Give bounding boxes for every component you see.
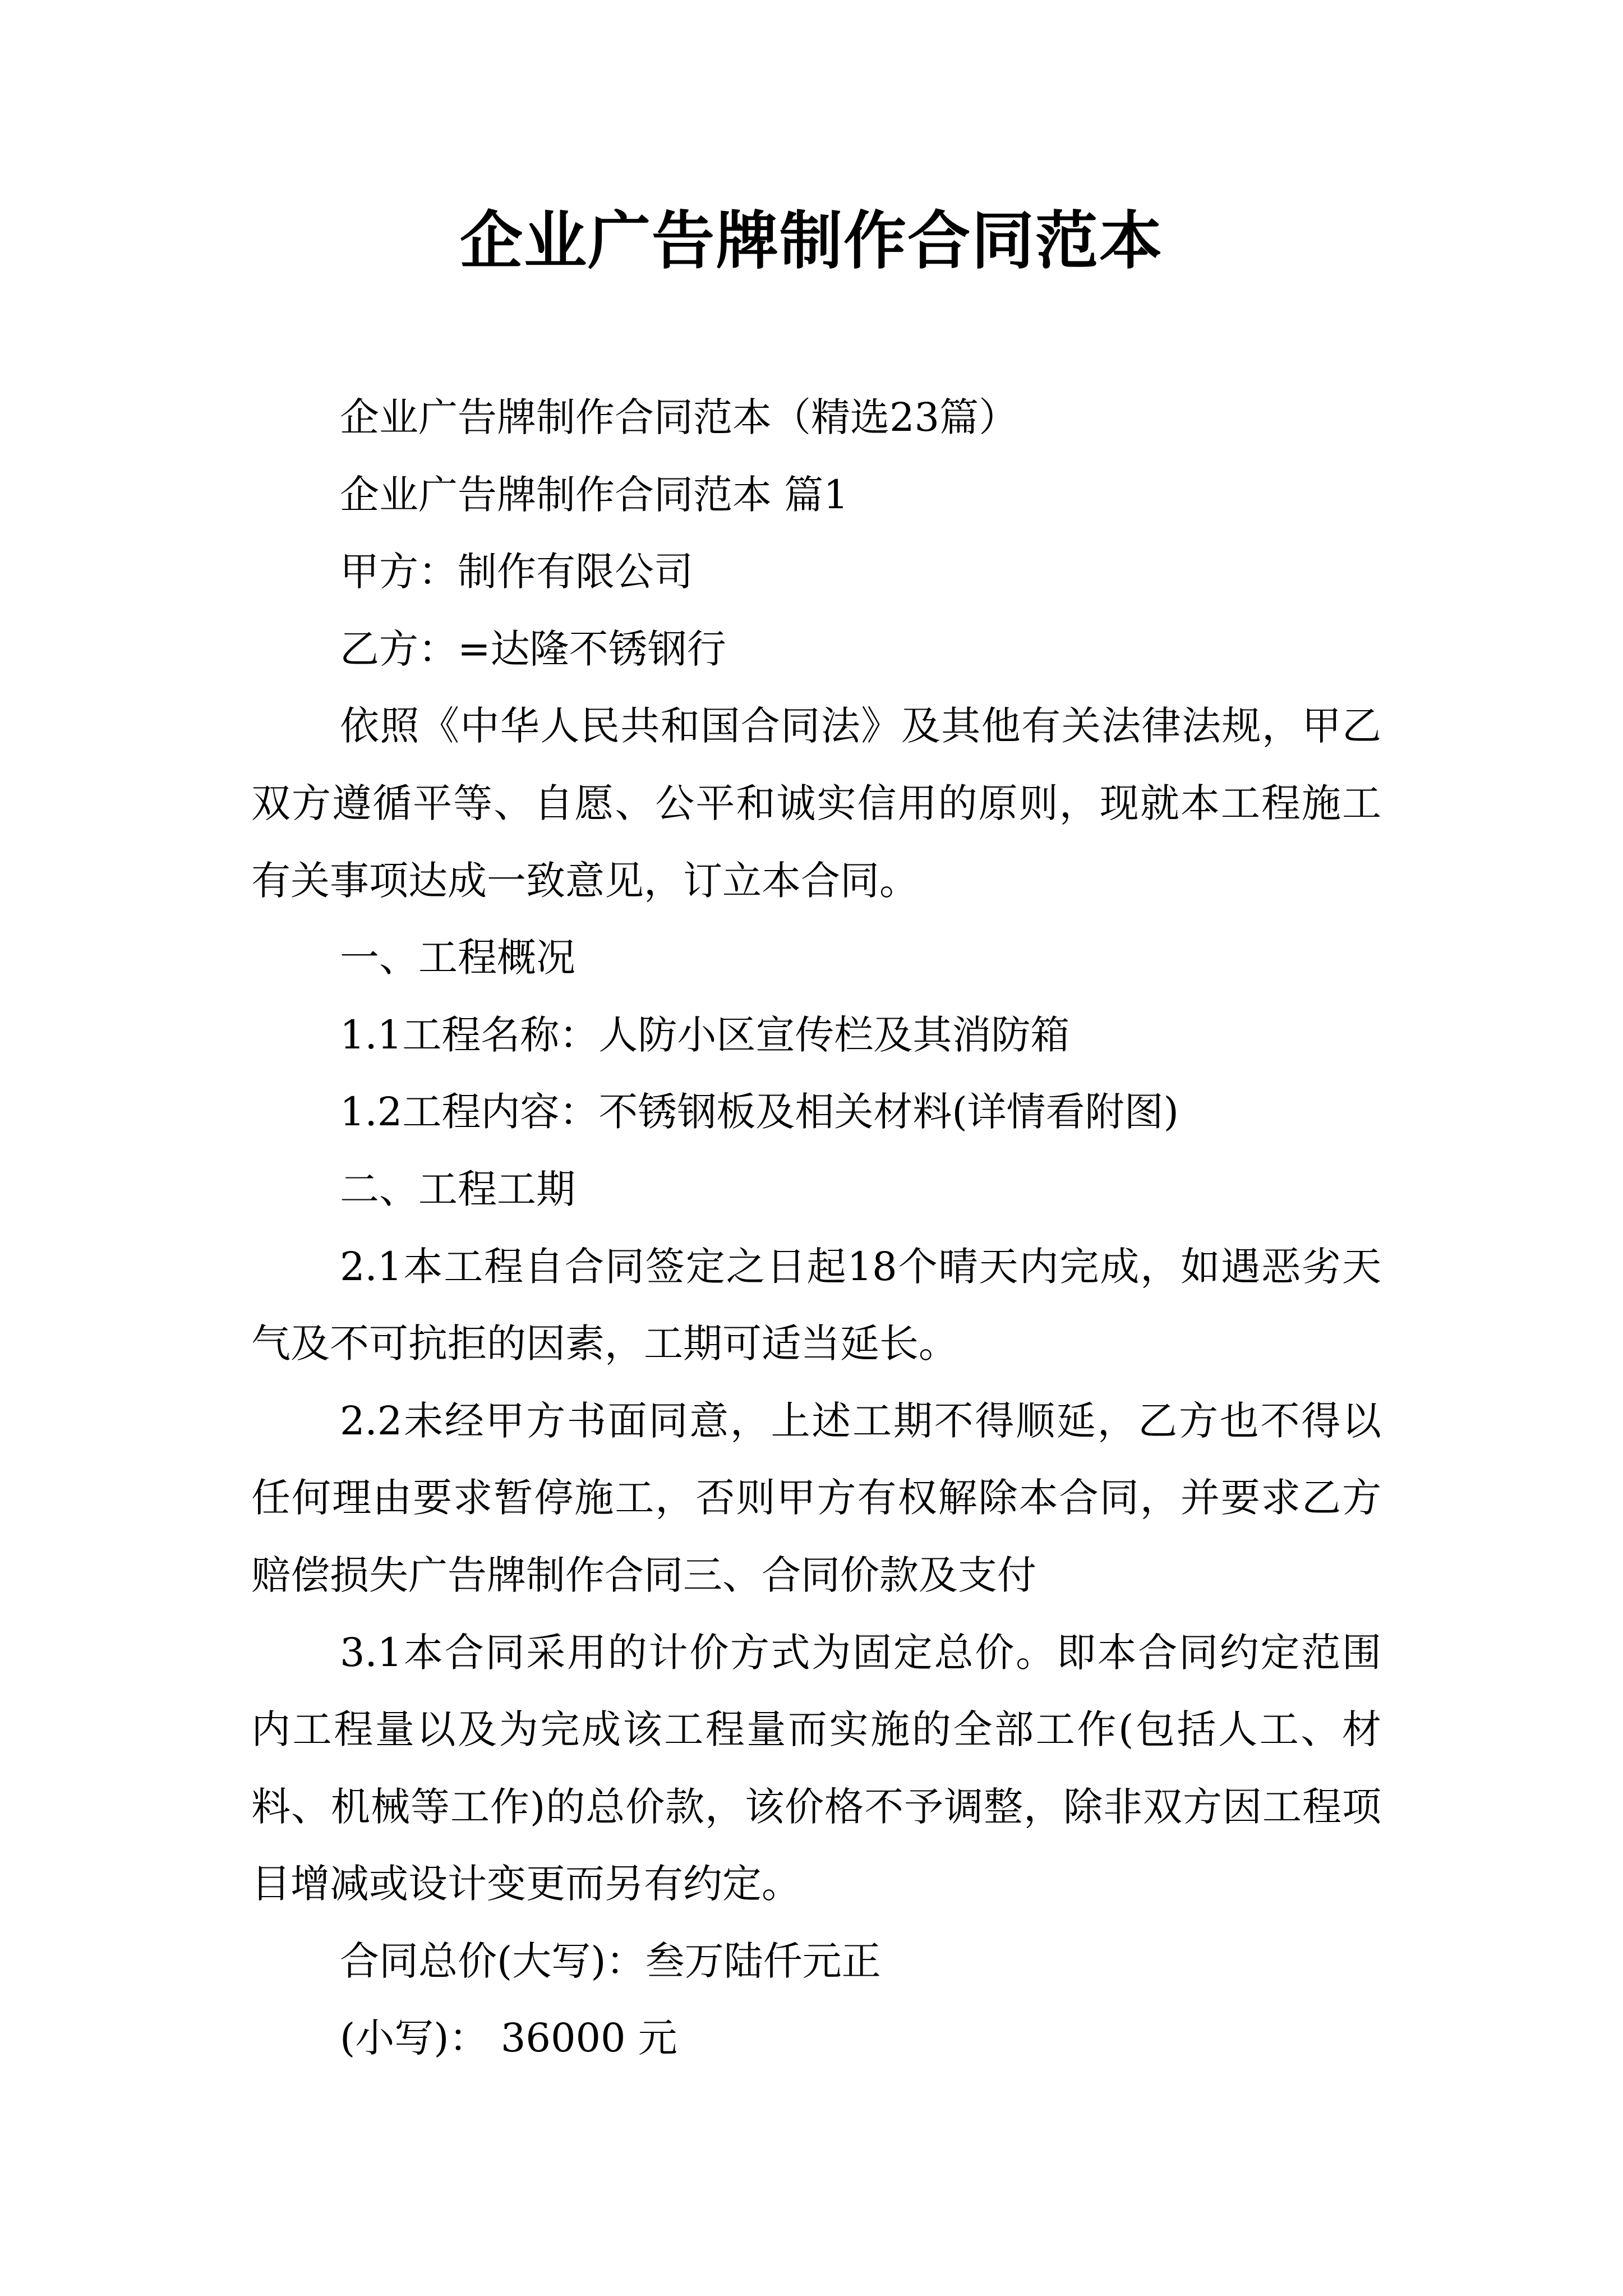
clause-3-1: 3.1本合同采用的计价方式为固定总价。即本合同约定范围内工程量以及为完成该工程量而实施的全部工作(包括人工、材料、机械等工作)的总价款，该价格不予调整，除非双方因工程项目增减或设计变更而另有约定。 bbox=[251, 1629, 1381, 1907]
section-heading-schedule: 二、工程工期 bbox=[340, 1166, 575, 1212]
section-heading-part-1: 企业广告牌制作合同范本 篇1 bbox=[340, 471, 849, 518]
clause-2-1: 2.1本工程自合同签定之日起18个晴天内完成，如遇恶劣天气及不可抗拒的因素，工期可适当延长。 bbox=[251, 1243, 1381, 1367]
document-title: 企业广告牌制作合同范本 bbox=[460, 204, 1163, 278]
total-price-words: 合同总价(大写)：叁万陆仟元正 bbox=[340, 1938, 881, 1984]
total-price-figures: (小写)： 36000 元 bbox=[340, 2015, 677, 2062]
document-subtitle: 企业广告牌制作合同范本（精选23篇） bbox=[340, 394, 1018, 440]
clause-2-2: 2.2未经甲方书面同意，上述工期不得顺延，乙方也不得以任何理由要求暂停施工，否则甲方有权解除本合同，并要求乙方赔偿损失广告牌制作合同三、合同价款及支付 bbox=[251, 1397, 1381, 1598]
preamble-paragraph: 依照《中华人民共和国合同法》及其他有关法律法规，甲乙双方遵循平等、自愿、公平和诚实信用的原则，现就本工程施工有关事项达成一致意见，订立本合同。 bbox=[251, 703, 1381, 904]
document-body bbox=[251, 379, 1381, 2077]
section-heading-overview: 一、工程概况 bbox=[340, 935, 575, 981]
party-b-line: 乙方：=达隆不锈钢行 bbox=[340, 625, 726, 672]
clause-1-1: 1.1工程名称：人防小区宣传栏及其消防箱 bbox=[340, 1011, 1070, 1058]
party-a-line: 甲方：制作有限公司 bbox=[340, 549, 693, 595]
clause-1-2: 1.2工程内容：不锈钢板及相关材料(详情看附图) bbox=[340, 1089, 1179, 1135]
